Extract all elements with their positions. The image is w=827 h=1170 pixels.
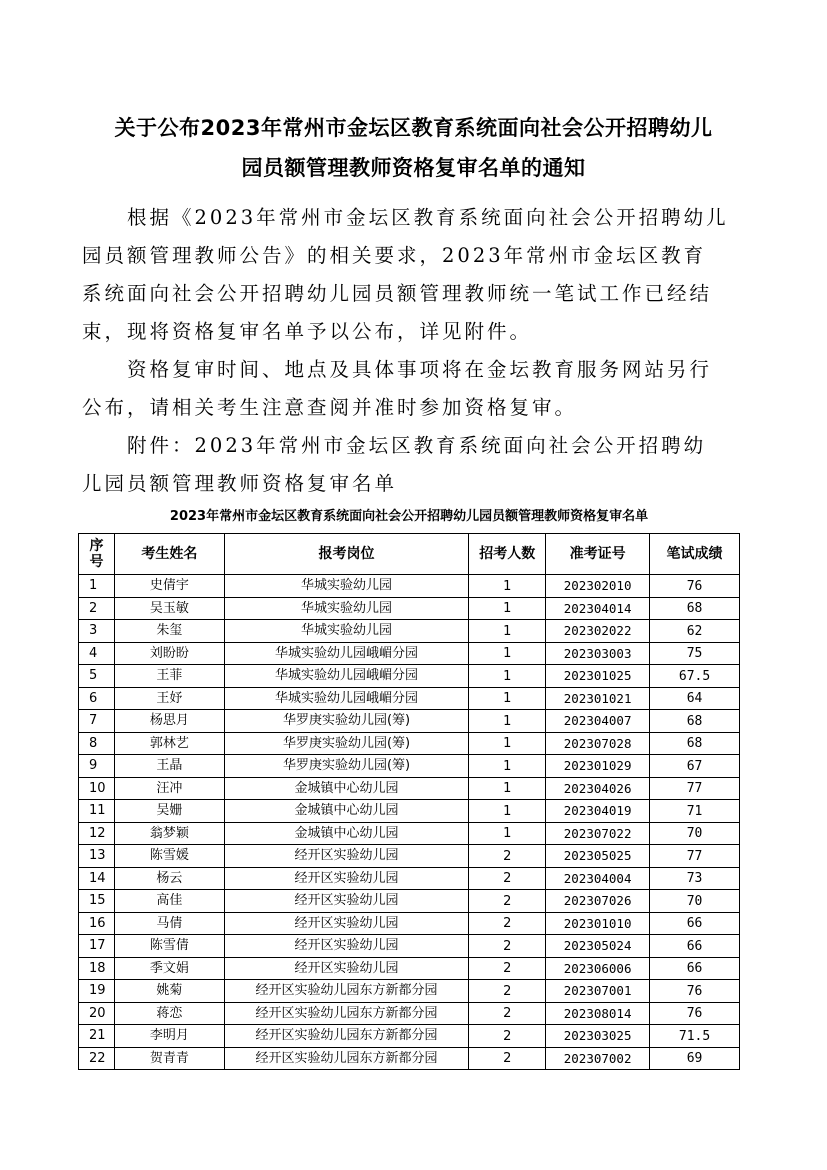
cell-name: 马倩 [114,912,224,935]
cell-post: 经开区实验幼儿园东方新都分园 [224,980,469,1003]
cell-seq: 16 [79,912,115,935]
table-row [79,800,740,823]
cell-name: 刘盼盼 [114,642,224,665]
table-row [79,620,740,643]
cell-seq: 9 [79,755,115,778]
cell-count: 2 [469,912,546,935]
cell-count: 1 [469,575,546,598]
cell-score: 76 [650,1002,740,1025]
cell-exam-no: 202307022 [546,822,650,845]
cell-post: 经开区实验幼儿园 [224,957,469,980]
body-paragraph-line: 公布，请相关考生注意查阅并准时参加资格复审。 [82,396,578,419]
cell-seq: 14 [79,867,115,890]
cell-exam-no: 202307028 [546,732,650,755]
cell-score: 77 [650,845,740,868]
cell-seq: 3 [79,620,115,643]
table-row [79,912,740,935]
table-row [79,1002,740,1025]
cell-post: 华城实验幼儿园峨嵋分园 [224,687,469,710]
cell-score: 70 [650,822,740,845]
cell-exam-no: 202304026 [546,777,650,800]
header-seq-line-1: 序 [89,538,104,554]
cell-exam-no: 202307001 [546,980,650,1003]
cell-score: 68 [650,732,740,755]
cell-post: 华罗庚实验幼儿园(筹) [224,755,469,778]
cell-score: 69 [650,1047,740,1070]
cell-exam-no: 202307002 [546,1047,650,1070]
cell-post: 金城镇中心幼儿园 [224,822,469,845]
table-row [79,665,740,688]
cell-seq: 18 [79,957,115,980]
cell-post: 华城实验幼儿园峨嵋分园 [224,665,469,688]
cell-seq: 17 [79,935,115,958]
cell-count: 2 [469,867,546,890]
cell-name: 陈雪媛 [114,845,224,868]
cell-count: 2 [469,1047,546,1070]
cell-post: 经开区实验幼儿园 [224,935,469,958]
table-row [79,822,740,845]
cell-name: 杨思月 [114,710,224,733]
cell-count: 1 [469,732,546,755]
table-row [79,687,740,710]
cell-exam-no: 202302022 [546,620,650,643]
cell-name: 李明月 [114,1025,224,1048]
cell-seq: 21 [79,1025,115,1048]
table-row [79,1047,740,1070]
table-row [79,755,740,778]
table-row [79,777,740,800]
cell-score: 67 [650,755,740,778]
table-row [79,957,740,980]
table-body [79,575,740,1070]
cell-post: 华城实验幼儿园 [224,620,469,643]
cell-name: 郭林艺 [114,732,224,755]
cell-score: 70 [650,890,740,913]
cell-score: 66 [650,957,740,980]
cell-post: 华罗庚实验幼儿园(筹) [224,710,469,733]
cell-post: 经开区实验幼儿园 [224,890,469,913]
notice-title-line-1: 关于公布2023年常州市金坛区教育系统面向社会公开招聘幼儿 [114,116,713,140]
body-paragraph-line: 园员额管理教师公告》的相关要求，2023年常州市金坛区教育 [82,244,707,267]
cell-seq: 11 [79,800,115,823]
cell-count: 1 [469,665,546,688]
cell-seq: 4 [79,642,115,665]
table-row [79,732,740,755]
cell-seq: 19 [79,980,115,1003]
cell-count: 2 [469,1025,546,1048]
cell-count: 1 [469,777,546,800]
cell-exam-no: 202301010 [546,912,650,935]
cell-name: 姚菊 [114,980,224,1003]
cell-seq: 12 [79,822,115,845]
cell-post: 经开区实验幼儿园东方新都分园 [224,1047,469,1070]
table-row [79,890,740,913]
cell-score: 68 [650,710,740,733]
cell-post: 华罗庚实验幼儿园(筹) [224,732,469,755]
header-exam-no: 准考证号 [546,534,650,575]
body-paragraph-line: 根据《2023年常州市金坛区教育系统面向社会公开招聘幼儿 [82,206,729,229]
cell-exam-no: 202302010 [546,575,650,598]
header-seq [79,534,115,575]
header-score: 笔试成绩 [650,534,740,575]
cell-name: 史倩宇 [114,575,224,598]
cell-name: 朱玺 [114,620,224,643]
cell-post: 经开区实验幼儿园 [224,845,469,868]
table-row [79,867,740,890]
cell-exam-no: 202304014 [546,597,650,620]
cell-name: 王妤 [114,687,224,710]
table-row [79,1025,740,1048]
cell-exam-no: 202303003 [546,642,650,665]
cell-score: 64 [650,687,740,710]
body-paragraph-line: 系统面向社会公开招聘幼儿园员额管理教师统一笔试工作已经结 [82,282,713,305]
table-row [79,597,740,620]
cell-exam-no: 202305024 [546,935,650,958]
cell-post: 经开区实验幼儿园东方新都分园 [224,1002,469,1025]
cell-exam-no: 202308014 [546,1002,650,1025]
attachment-line: 附件：2023年常州市金坛区教育系统面向社会公开招聘幼 [82,434,707,457]
cell-name: 陈雪倩 [114,935,224,958]
cell-post: 经开区实验幼儿园 [224,867,469,890]
cell-score: 76 [650,575,740,598]
cell-exam-no: 202301021 [546,687,650,710]
cell-seq: 20 [79,1002,115,1025]
cell-name: 杨云 [114,867,224,890]
table-row [79,845,740,868]
cell-seq: 10 [79,777,115,800]
cell-score: 71.5 [650,1025,740,1048]
notice-title-line-2: 园员额管理教师资格复审名单的通知 [241,156,586,180]
cell-count: 1 [469,642,546,665]
body-paragraph-line: 资格复审时间、地点及具体事项将在金坛教育服务网站另行 [82,358,713,381]
table-row [79,980,740,1003]
header-seq-line-2: 号 [89,554,104,570]
cell-seq: 1 [79,575,115,598]
cell-score: 76 [650,980,740,1003]
cell-count: 1 [469,800,546,823]
cell-count: 1 [469,597,546,620]
table-row [79,710,740,733]
cell-exam-no: 202304004 [546,867,650,890]
cell-score: 77 [650,777,740,800]
cell-post: 金城镇中心幼儿园 [224,800,469,823]
cell-name: 汪冲 [114,777,224,800]
table-title: 2023年常州市金坛区教育系统面向社会公开招聘幼儿园员额管理教师资格复审名单 [169,509,649,524]
cell-post: 华城实验幼儿园 [224,575,469,598]
cell-name: 贺青青 [114,1047,224,1070]
cell-score: 66 [650,935,740,958]
candidate-table [78,533,740,1070]
cell-name: 吴姗 [114,800,224,823]
cell-post: 华城实验幼儿园峨嵋分园 [224,642,469,665]
cell-seq: 13 [79,845,115,868]
table-row [79,935,740,958]
cell-score: 68 [650,597,740,620]
cell-seq: 8 [79,732,115,755]
cell-score: 66 [650,912,740,935]
cell-score: 73 [650,867,740,890]
cell-post: 经开区实验幼儿园东方新都分园 [224,1025,469,1048]
cell-score: 75 [650,642,740,665]
cell-count: 2 [469,845,546,868]
cell-count: 1 [469,620,546,643]
cell-exam-no: 202301029 [546,755,650,778]
header-count: 招考人数 [469,534,546,575]
cell-name: 高佳 [114,890,224,913]
cell-post: 经开区实验幼儿园 [224,912,469,935]
header-name: 考生姓名 [114,534,224,575]
cell-seq: 7 [79,710,115,733]
cell-post: 金城镇中心幼儿园 [224,777,469,800]
header-post: 报考岗位 [224,534,469,575]
cell-count: 2 [469,957,546,980]
cell-exam-no: 202305025 [546,845,650,868]
cell-name: 王菲 [114,665,224,688]
cell-exam-no: 202304007 [546,710,650,733]
table-header-row [79,534,740,575]
cell-exam-no: 202304019 [546,800,650,823]
body-paragraph-line: 束，现将资格复审名单予以公布，详见附件。 [82,320,533,343]
cell-score: 67.5 [650,665,740,688]
cell-exam-no: 202307026 [546,890,650,913]
cell-exam-no: 202306006 [546,957,650,980]
cell-seq: 2 [79,597,115,620]
cell-name: 季文娟 [114,957,224,980]
cell-count: 1 [469,710,546,733]
table-row [79,575,740,598]
cell-count: 2 [469,935,546,958]
cell-count: 2 [469,890,546,913]
cell-name: 王晶 [114,755,224,778]
cell-exam-no: 202301025 [546,665,650,688]
cell-count: 2 [469,1002,546,1025]
table-row [79,642,740,665]
cell-name: 吴玉敏 [114,597,224,620]
cell-score: 71 [650,800,740,823]
cell-count: 1 [469,687,546,710]
cell-count: 1 [469,822,546,845]
attachment-line: 儿园员额管理教师资格复审名单 [82,472,398,495]
cell-seq: 5 [79,665,115,688]
cell-seq: 22 [79,1047,115,1070]
cell-name: 翁梦颖 [114,822,224,845]
cell-exam-no: 202303025 [546,1025,650,1048]
cell-count: 2 [469,980,546,1003]
cell-count: 1 [469,755,546,778]
cell-seq: 6 [79,687,115,710]
cell-name: 蒋恋 [114,1002,224,1025]
cell-score: 62 [650,620,740,643]
cell-post: 华城实验幼儿园 [224,597,469,620]
cell-seq: 15 [79,890,115,913]
